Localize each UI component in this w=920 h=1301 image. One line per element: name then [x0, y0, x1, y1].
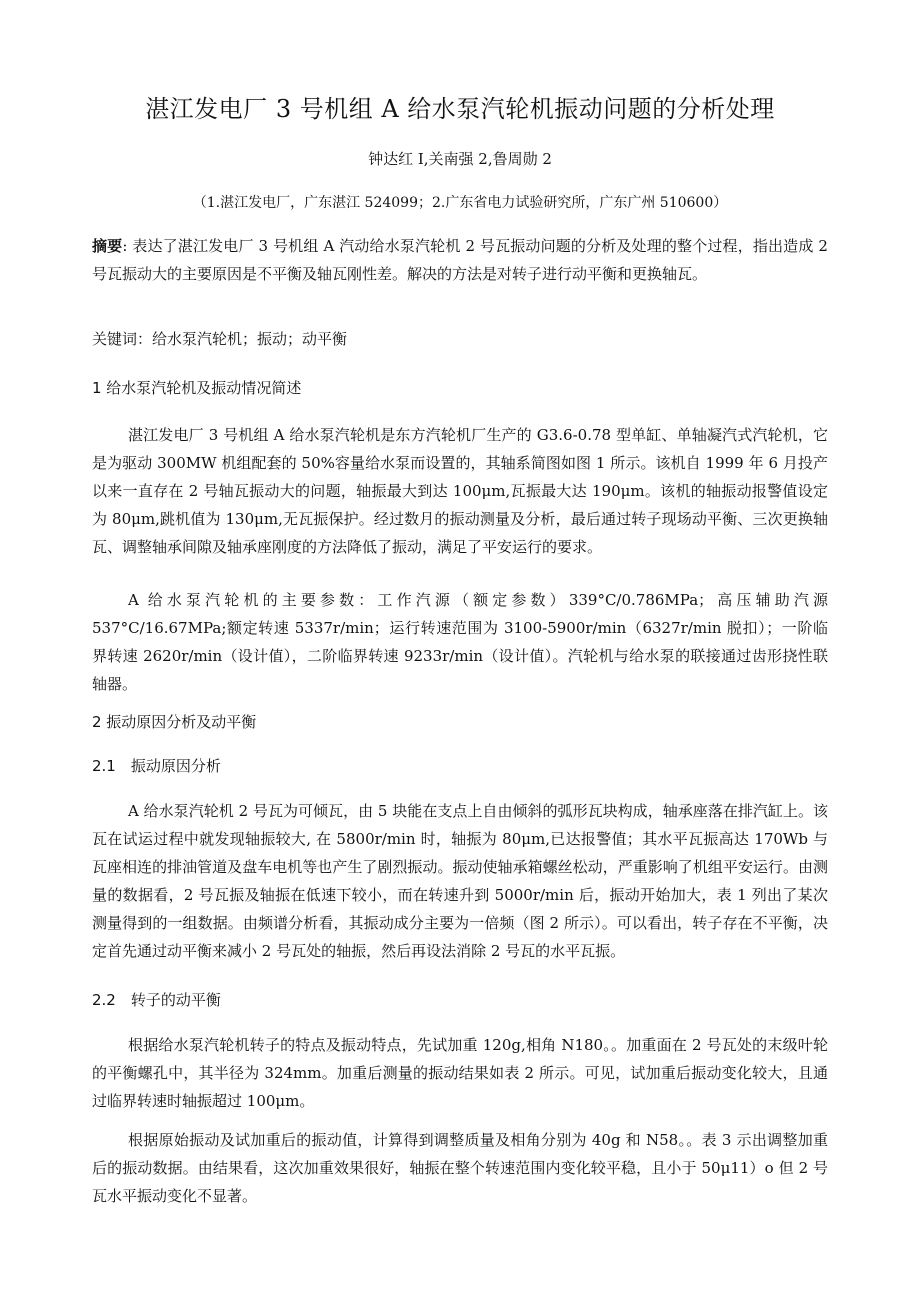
section-2-1-paragraph: A 给水泵汽轮机 2 号瓦为可倾瓦，由 5 块能在支点上自由倾斜的弧形瓦块构成，轴承座落在排汽缸上。该瓦在试运过程中就发现轴振较大, 在 5800r/min 时，轴振为 80μm,已达报警值；其水平瓦振高达 170Wb 与瓦座相连的排油管道及盘车电机等也产生了剧烈振动。振动使轴承箱螺丝松动，严重影响了机组平安运行。由测量的数据看，2 号瓦振及轴振在低速下较小，而在转速升到 5000r/min 后，振动开始加大，表 1 列出了某次测量得到的一组数据。由频谱分析看，其振动成分主要为一倍频（图 2 所示）。可以看出，转子存在不平衡，决定首先通过动平衡来减小 2 号瓦处的轴振，然后再设法消除 2 号瓦的水平瓦振。 [92, 802, 828, 960]
section-2-2-paragraph-2: 根据原始振动及试加重后的振动值，计算得到调整质量及相角分别为 40g 和 N58。。表 3 示出调整加重后的振动数据。由结果看，这次加重效果很好，轴振在整个转速范围内变化较平稳，且小于 50μ11）o 但 2 号瓦水平振动变化不显著。 [92, 1131, 828, 1205]
section-1-paragraph-1: 湛江发电厂 3 号机组 A 给水泵汽轮机是东方汽轮机厂生产的 G3.6-0.78 型单缸、单轴凝汽式汽轮机，它是为驱动 300MW 机组配套的 50%容量给水泵而设置的，其轴系简图如图 1 所示。该机自 1999 年 6 月投产以来一直存在 2 号轴瓦振动大的问题，轴振最大到达 100μm,瓦振最大达 190μm。该机的轴振动报警值设定为 80μm,跳机值为 130μm,无瓦振保护。经过数月的振动测量及分析，最后通过转子现场动平衡、三次更换轴瓦、调整轴承间隙及轴承座刚度的方法降低了振动，满足了平安运行的要求。 [92, 426, 828, 556]
section-2-2-heading: 2.2 转子的动平衡 [92, 991, 221, 1009]
section-2-1-heading: 2.1 振动原因分析 [92, 757, 221, 775]
section-1-paragraph-2: A 给水泵汽轮机的主要参数：工作汽源（额定参数）339°C/0.786MPa；高压辅助汽源 537°C/16.67MPa;额定转速 5337r/min；运行转速范围为 3100-5900r/min（6327r/min 脱扣）；一阶临界转速 2620r/min（设计值），二阶临界转速 9233r/min（设计值）。汽轮机与给水泵的联接通过齿形挠性联轴器。 [92, 591, 828, 693]
section-2-2-paragraph-1: 根据给水泵汽轮机转子的特点及振动特点，先试加重 120g,相角 N180。。加重面在 2 号瓦处的末级叶轮的平衡螺孔中，其半径为 324mm。加重后测量的振动结果如表 2 所示。可见，试加重后振动变化较大，且通过临界转速时轴振超过 100μm。 [92, 1036, 828, 1110]
paper-title: 湛江发电厂 3 号机组 A 给水泵汽轮机振动问题的分析处理 [145, 95, 775, 123]
abstract-label: 摘要 [92, 237, 123, 255]
abstract [92, 232, 828, 288]
section-2-heading: 2 振动原因分析及动平衡 [92, 713, 257, 731]
keywords: 关键词：给水泵汽轮机；振动；动平衡 [92, 330, 348, 348]
abstract-text: : 表达了湛江发电厂 3 号机组 A 汽动给水泵汽轮机 2 号瓦振动问题的分析及处理的整个过程，指出造成 2 号瓦振动大的主要原因是不平衡及轴瓦刚性差。解决的方法是对转子进行动平衡和更换轴瓦。 [92, 237, 828, 283]
affiliation: （1.湛江发电厂，广东湛江 524099；2.广东省电力试验研究所，广东广州 510600） [192, 195, 728, 211]
author-list: 钟达红 I,关南强 2,鲁周勋 2 [368, 150, 552, 168]
section-1-heading: 1 给水泵汽轮机及振动情况简述 [92, 379, 302, 397]
